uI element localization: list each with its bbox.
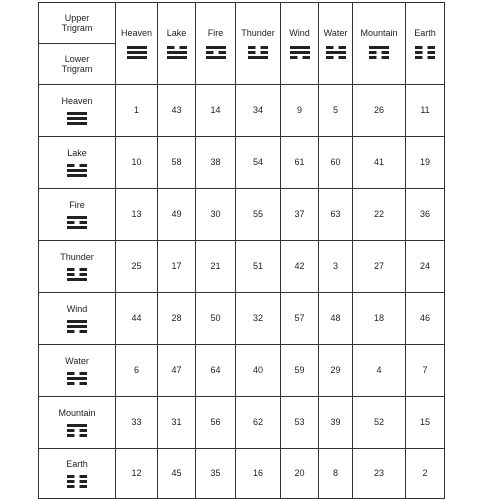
hexagram-number: 22 — [353, 189, 406, 241]
hexagram-number: 18 — [353, 293, 406, 345]
yang-line — [67, 174, 87, 177]
hexagram-number: 63 — [319, 189, 353, 241]
hexagram-number: 42 — [281, 241, 319, 293]
yin-line-segment — [80, 485, 88, 488]
yang-line — [67, 112, 87, 115]
hexagram-number: 30 — [196, 189, 236, 241]
column-trigram-name: Lake — [166, 28, 187, 39]
row-header-thunder — [39, 241, 116, 293]
table-row-mountain — [39, 397, 445, 449]
water-trigram-icon — [326, 46, 346, 59]
yin-line-segment — [428, 51, 436, 54]
yang-line — [248, 56, 268, 59]
hexagram-number: 46 — [406, 293, 445, 345]
yin-line-segment — [80, 221, 88, 224]
col-header-lake — [158, 3, 196, 85]
mountain-trigram-icon — [67, 424, 87, 437]
yin-line-segment — [67, 429, 75, 432]
hexagram-number: 2 — [406, 449, 445, 499]
row-header-water — [39, 345, 116, 397]
earth-trigram-icon — [415, 46, 435, 59]
yang-line — [127, 56, 147, 59]
yin-line-segment — [80, 429, 88, 432]
yin-line-segment — [67, 330, 75, 333]
lower-label-line2: Trigram — [61, 64, 93, 74]
lake-trigram-icon — [67, 164, 87, 177]
lower-trigram-label — [39, 44, 115, 84]
row-trigram-name: Mountain — [58, 408, 96, 419]
table-row-lake — [39, 137, 445, 189]
hexagram-number: 56 — [196, 397, 236, 449]
hexagram-number: 10 — [116, 137, 158, 189]
hexagram-number: 62 — [236, 397, 281, 449]
hexagram-number: 31 — [158, 397, 196, 449]
yin-line-segment — [218, 51, 226, 54]
hexagram-number: 5 — [319, 85, 353, 137]
hexagram-number: 41 — [353, 137, 406, 189]
table-row-heaven — [39, 85, 445, 137]
row-header-earth — [39, 449, 116, 499]
yin-line-segment — [80, 434, 88, 437]
yin-line-segment — [326, 56, 334, 59]
hexagram-number: 11 — [406, 85, 445, 137]
yin-line-segment — [290, 56, 298, 59]
fire-trigram-icon — [67, 216, 87, 229]
col-header-thunder — [236, 3, 281, 85]
column-trigram-name: Thunder — [241, 28, 275, 39]
yin-line-segment — [415, 51, 423, 54]
hexagram-number: 32 — [236, 293, 281, 345]
column-trigram-name: Wind — [289, 28, 310, 39]
yin-line-segment — [80, 382, 88, 385]
thunder-trigram-icon — [248, 46, 268, 59]
hexagram-number: 28 — [158, 293, 196, 345]
yin-line-segment — [248, 46, 256, 49]
row-header-lake — [39, 137, 116, 189]
corner-cell — [39, 3, 116, 85]
yin-line-segment — [206, 51, 214, 54]
yang-line — [67, 325, 87, 328]
yin-line-segment — [338, 46, 346, 49]
yin-line-segment — [67, 485, 75, 488]
yang-line — [67, 377, 87, 380]
table-row-thunder — [39, 241, 445, 293]
row-header-fire — [39, 189, 116, 241]
yin-line-segment — [261, 46, 269, 49]
upper-label-line2: Trigram — [61, 23, 93, 33]
yang-line — [369, 46, 389, 49]
hexagram-number: 54 — [236, 137, 281, 189]
hexagram-number: 47 — [158, 345, 196, 397]
yin-line-segment — [67, 434, 75, 437]
wind-trigram-icon — [290, 46, 310, 59]
hexagram-number: 14 — [196, 85, 236, 137]
hexagram-number: 55 — [236, 189, 281, 241]
column-trigram-name: Water — [323, 28, 348, 39]
row-trigram-name: Water — [65, 356, 89, 367]
col-header-water — [319, 3, 353, 85]
hexagram-number: 52 — [353, 397, 406, 449]
table-row-fire — [39, 189, 445, 241]
earth-trigram-icon — [67, 475, 87, 488]
hexagram-number: 59 — [281, 345, 319, 397]
hexagram-number: 3 — [319, 241, 353, 293]
hexagram-number: 8 — [319, 449, 353, 499]
yang-line — [67, 169, 87, 172]
row-trigram-name: Earth — [66, 459, 88, 470]
hexagram-number: 25 — [116, 241, 158, 293]
hexagram-number: 16 — [236, 449, 281, 499]
yin-line-segment — [167, 46, 175, 49]
hexagram-number: 36 — [406, 189, 445, 241]
yang-line — [206, 56, 226, 59]
hexagram-number: 6 — [116, 345, 158, 397]
hexagram-number: 48 — [319, 293, 353, 345]
column-trigram-name: Mountain — [360, 28, 398, 39]
hexagram-number: 29 — [319, 345, 353, 397]
table-row-wind — [39, 293, 445, 345]
yin-line-segment — [67, 221, 75, 224]
yin-line-segment — [80, 475, 88, 478]
hexagram-number: 15 — [406, 397, 445, 449]
hexagram-number: 35 — [196, 449, 236, 499]
hexagram-number: 38 — [196, 137, 236, 189]
hexagram-number: 39 — [319, 397, 353, 449]
col-header-mountain — [353, 3, 406, 85]
hexagram-number: 57 — [281, 293, 319, 345]
col-header-wind — [281, 3, 319, 85]
column-trigram-name: Fire — [207, 28, 224, 39]
yin-line-segment — [67, 382, 75, 385]
yang-line — [206, 46, 226, 49]
hexagram-number: 44 — [116, 293, 158, 345]
yin-line-segment — [67, 372, 75, 375]
yin-line-segment — [67, 164, 75, 167]
yang-line — [67, 117, 87, 120]
col-header-fire — [196, 3, 236, 85]
row-trigram-name: Fire — [69, 200, 85, 211]
hexagram-number: 23 — [353, 449, 406, 499]
yang-line — [167, 51, 187, 54]
yang-line — [290, 46, 310, 49]
thunder-trigram-icon — [67, 268, 87, 281]
water-trigram-icon — [67, 372, 87, 385]
column-trigram-name: Earth — [414, 28, 436, 39]
yin-line-segment — [67, 273, 75, 276]
table-row-earth — [39, 449, 445, 499]
yang-line — [290, 51, 310, 54]
hexagram-number: 51 — [236, 241, 281, 293]
yin-line-segment — [302, 56, 310, 59]
yin-line-segment — [80, 273, 88, 276]
yin-line-segment — [415, 56, 423, 59]
yin-line-segment — [179, 46, 187, 49]
hexagram-number: 26 — [353, 85, 406, 137]
col-header-heaven — [116, 3, 158, 85]
hexagram-number: 20 — [281, 449, 319, 499]
hexagram-number: 60 — [319, 137, 353, 189]
hexagram-number: 17 — [158, 241, 196, 293]
yin-line-segment — [261, 51, 269, 54]
hexagram-number: 21 — [196, 241, 236, 293]
row-trigram-name: Wind — [66, 304, 88, 315]
hexagram-number: 61 — [281, 137, 319, 189]
hexagram-number: 34 — [236, 85, 281, 137]
yin-line-segment — [67, 480, 75, 483]
yang-line — [67, 278, 87, 281]
hexagram-number: 7 — [406, 345, 445, 397]
hexagram-number: 64 — [196, 345, 236, 397]
yin-line-segment — [415, 46, 423, 49]
hexagram-number: 19 — [406, 137, 445, 189]
row-trigram-name: Thunder — [60, 252, 94, 263]
hexagram-number: 40 — [236, 345, 281, 397]
yang-line — [67, 216, 87, 219]
yin-line-segment — [67, 268, 75, 271]
hexagram-number: 50 — [196, 293, 236, 345]
hexagram-lookup-table — [38, 2, 445, 499]
row-header-wind — [39, 293, 116, 345]
mountain-trigram-icon — [369, 46, 389, 59]
yin-line-segment — [80, 330, 88, 333]
hexagram-number: 24 — [406, 241, 445, 293]
yin-line-segment — [382, 51, 390, 54]
yang-line — [67, 424, 87, 427]
hexagram-number: 1 — [116, 85, 158, 137]
row-header-mountain — [39, 397, 116, 449]
heaven-trigram-icon — [127, 46, 147, 59]
yin-line-segment — [369, 51, 377, 54]
yin-line-segment — [428, 56, 436, 59]
yang-line — [326, 51, 346, 54]
yin-line-segment — [80, 480, 88, 483]
hexagram-number: 37 — [281, 189, 319, 241]
table-row-water — [39, 345, 445, 397]
row-trigram-name: Heaven — [61, 96, 93, 107]
yin-line-segment — [428, 46, 436, 49]
lake-trigram-icon — [167, 46, 187, 59]
yin-line-segment — [382, 56, 390, 59]
yin-line-segment — [80, 372, 88, 375]
hexagram-number: 53 — [281, 397, 319, 449]
lower-label-line1: Lower — [64, 53, 90, 64]
yang-line — [167, 56, 187, 59]
hexagram-number: 12 — [116, 449, 158, 499]
row-header-heaven — [39, 85, 116, 137]
yin-line-segment — [369, 56, 377, 59]
yang-line — [127, 51, 147, 54]
yang-line — [67, 320, 87, 323]
hexagram-number: 13 — [116, 189, 158, 241]
wind-trigram-icon — [67, 320, 87, 333]
yin-line-segment — [248, 51, 256, 54]
hexagram-number: 45 — [158, 449, 196, 499]
column-trigram-name: Heaven — [120, 28, 153, 39]
hexagram-number: 49 — [158, 189, 196, 241]
yin-line-segment — [80, 268, 88, 271]
hexagram-number: 9 — [281, 85, 319, 137]
yin-line-segment — [338, 56, 346, 59]
hexagram-number: 43 — [158, 85, 196, 137]
hexagram-number: 4 — [353, 345, 406, 397]
yin-line-segment — [326, 46, 334, 49]
hexagram-number: 27 — [353, 241, 406, 293]
yang-line — [127, 46, 147, 49]
upper-label-line1: Upper — [64, 12, 90, 23]
yang-line — [67, 122, 87, 125]
fire-trigram-icon — [206, 46, 226, 59]
hexagram-number: 33 — [116, 397, 158, 449]
col-header-earth — [406, 3, 445, 85]
yin-line-segment — [67, 475, 75, 478]
heaven-trigram-icon — [67, 112, 87, 125]
yin-line-segment — [80, 164, 88, 167]
header-row — [39, 3, 445, 85]
row-trigram-name: Lake — [67, 148, 87, 159]
upper-trigram-label — [39, 3, 115, 44]
yang-line — [67, 226, 87, 229]
hexagram-number: 58 — [158, 137, 196, 189]
